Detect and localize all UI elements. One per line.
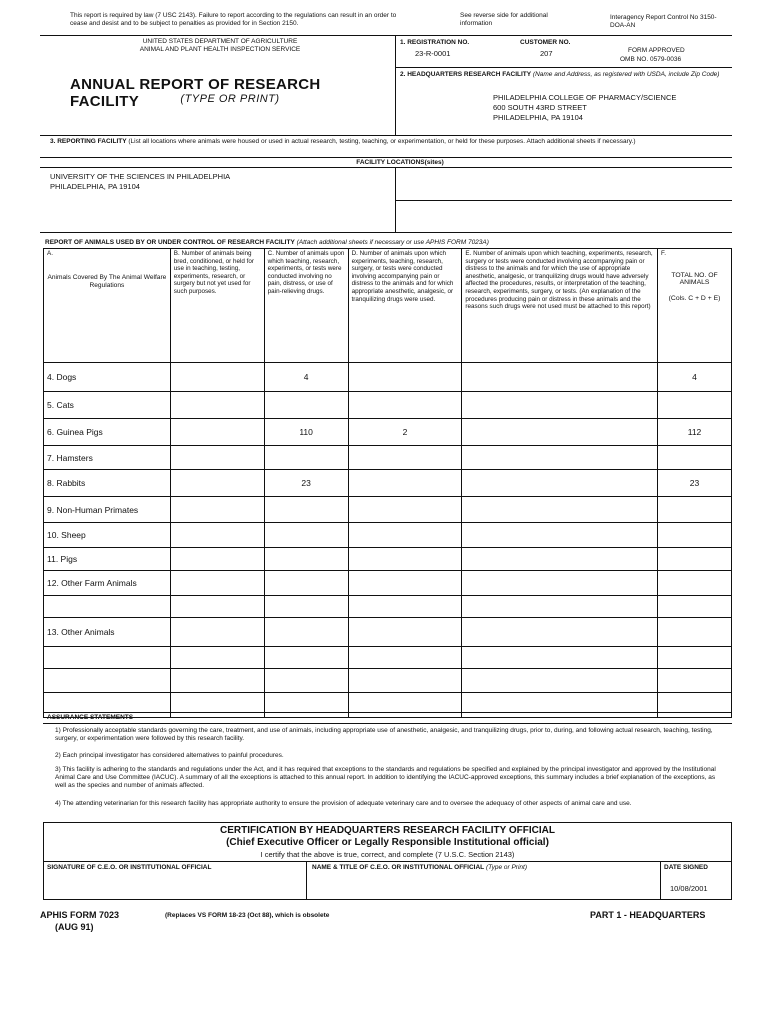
certification-title: CERTIFICATION BY HEADQUARTERS RESEARCH FACILITY OFFICIAL	[219, 825, 555, 836]
form-title: ANNUAL REPORT OF RESEARCH FACILITY	[70, 76, 321, 110]
form-date: (AUG 91)	[55, 922, 94, 932]
cell-col-b[interactable]	[170, 596, 264, 618]
cell-col-f[interactable]	[658, 497, 732, 523]
animals-table-title: REPORT OF ANIMALS USED BY OR UNDER CONTROL OF RESEARCH FACILITY (Attach additional sheets if necessary or use APHIS FORM 7023A)	[45, 239, 489, 246]
date-signed-label: DATE SIGNED	[664, 864, 708, 871]
table-row	[44, 523, 732, 548]
cell-col-c[interactable]	[264, 596, 348, 618]
part-label: PART 1 - HEADQUARTERS	[590, 910, 706, 920]
registration-label: 1. REGISTRATION NO.	[400, 39, 470, 46]
assurance-item-3: 3) This facility is adhering to the standards and regulations under the Act, and it has required that exceptions to the standards and regulations be specified and explained by the principal investigator and approved by the Institutional Animal Care and Use Committee (IACUC). A summary of all the exceptions is attached to this annual report. In addition to identifying the IACUC-approved exceptions, this summary includes a brief explanation of the exceptions, as well as the species and number of animals affected.	[55, 766, 716, 789]
cell-col-c[interactable]	[264, 523, 348, 548]
cell-col-e[interactable]	[462, 647, 658, 669]
cell-col-c[interactable]	[264, 392, 348, 419]
animal-label: 8. Rabbits	[44, 470, 171, 497]
cell-col-d[interactable]	[348, 596, 462, 618]
table-row	[44, 571, 732, 596]
cell-col-e[interactable]	[462, 497, 658, 523]
omb-number: OMB NO. 0579-0036	[620, 56, 682, 63]
customer-value: 207	[540, 49, 553, 58]
cell-col-c[interactable]	[264, 618, 348, 647]
animal-label: 9. Non-Human Primates	[44, 497, 171, 523]
col-header-f: F. TOTAL NO. OF ANIMALS (Cols. C + D + E)	[658, 249, 732, 363]
table-row	[44, 693, 732, 718]
table-row	[44, 497, 732, 523]
form-approved: FORM APPROVED	[628, 47, 685, 54]
animal-label: 13. Other Animals	[44, 618, 171, 647]
agency-line-2: ANIMAL AND PLANT HEALTH INSPECTION SERVICE	[139, 46, 301, 53]
table-row	[44, 647, 732, 669]
cell-col-e[interactable]	[462, 419, 658, 446]
hq-label: 2. HEADQUARTERS RESEARCH FACILITY (Name and Address, as registered with USDA, include Zip Code)	[400, 71, 720, 78]
assurance-item-4: 4) The attending veterinarian for this research facility has appropriate authority to ensure the provision of adequate veterinary care and to oversee the adequacy of other aspects of animal care and use.	[55, 800, 632, 807]
animal-label: 4. Dogs	[44, 363, 171, 392]
cell-col-b[interactable]	[170, 363, 264, 392]
registration-value: 23-R-0001	[415, 49, 451, 58]
cell-col-d[interactable]	[348, 363, 462, 392]
table-row	[44, 596, 732, 618]
cell-col-c[interactable]	[264, 693, 348, 718]
cell-col-e[interactable]	[462, 669, 658, 693]
cell-col-e[interactable]	[462, 523, 658, 548]
agency-line-1: UNITED STATES DEPARTMENT OF AGRICULTURE	[142, 38, 298, 45]
cell-col-c[interactable]: 23	[264, 470, 348, 497]
form-number: APHIS FORM 7023	[40, 910, 120, 920]
table-row	[44, 392, 732, 419]
cell-col-d[interactable]	[348, 523, 462, 548]
cell-col-b[interactable]	[170, 419, 264, 446]
cell-col-f[interactable]	[658, 446, 732, 470]
cell-col-b[interactable]	[170, 392, 264, 419]
cell-col-d[interactable]	[348, 470, 462, 497]
cell-col-f[interactable]	[658, 392, 732, 419]
cell-col-e[interactable]	[462, 693, 658, 718]
cell-col-c[interactable]	[264, 647, 348, 669]
cell-col-e[interactable]	[462, 363, 658, 392]
cell-col-f[interactable]	[658, 571, 732, 596]
cell-col-c[interactable]	[264, 669, 348, 693]
cell-col-b[interactable]	[170, 618, 264, 647]
col-header-d: D. Number of animals upon which experiments, teaching, research, surgery, or tests were conducted involving accompanying pain or distress to the animals and for which appropriate anesthetic, analgesic, or tranquilizing drugs were used.	[348, 249, 462, 363]
cell-col-c[interactable]: 4	[264, 363, 348, 392]
cell-col-e[interactable]	[462, 470, 658, 497]
cell-col-d[interactable]	[348, 392, 462, 419]
animal-label	[44, 669, 171, 693]
table-row	[44, 618, 732, 647]
certification-statement: I certify that the above is true, correct, and complete (7 U.S.C. Section 2143)	[260, 850, 515, 859]
cell-col-f[interactable]: 23	[658, 470, 732, 497]
cell-col-c[interactable]	[264, 497, 348, 523]
cell-col-b[interactable]	[170, 647, 264, 669]
cell-col-c[interactable]	[264, 548, 348, 571]
cell-col-f[interactable]: 112	[658, 419, 732, 446]
cell-col-d[interactable]	[348, 571, 462, 596]
customer-label: CUSTOMER NO.	[520, 39, 571, 46]
cell-col-f[interactable]	[658, 523, 732, 548]
cell-col-e[interactable]	[462, 571, 658, 596]
cell-col-c[interactable]	[264, 446, 348, 470]
reporting-facility-label: 3. REPORTING FACILITY (List all locations where animals were housed or used in actual research, testing, teaching, or experimentation, or held for these purposes. Attach additional sheets if necessary.)	[50, 138, 636, 145]
cell-col-e[interactable]	[462, 596, 658, 618]
animals-table	[43, 248, 732, 718]
animal-label: 5. Cats	[44, 392, 171, 419]
col-header-c: C. Number of animals upon which teaching, research, experiments, or tests were conducted involving no pain, distress, or use of pain-relieving drugs.	[264, 249, 348, 363]
animal-label: 10. Sheep	[44, 523, 171, 548]
cell-col-f[interactable]: 4	[658, 363, 732, 392]
animal-label: 12. Other Farm Animals	[44, 571, 171, 596]
cell-col-d[interactable]	[348, 669, 462, 693]
col-header-e: E. Number of animals upon which teaching, experiments, research, surgery or tests were conducted involving accompanying pain or distress to the animals and for which the use of appropriate anesthetic, analgesic, or tranquilizing drugs would have adversely affected the procedures, results, or interpretation of the teaching, research, experiments, surgery, or tests. (An explanation of the procedures producing pain or distress in these animals and the reasons such drugs were not used must be attached to this report)	[462, 249, 658, 363]
animal-label	[44, 596, 171, 618]
cell-col-f[interactable]	[658, 618, 732, 647]
hq-city: PHILADELPHIA, PA 19104	[493, 113, 583, 122]
cell-col-b[interactable]	[170, 497, 264, 523]
hq-street: 600 SOUTH 43RD STREET	[493, 103, 587, 112]
cell-col-c[interactable]	[264, 571, 348, 596]
table-row	[44, 363, 732, 392]
date-signed-value[interactable]: 10/08/2001	[670, 884, 708, 893]
cell-col-d[interactable]	[348, 647, 462, 669]
facility-location-city: PHILADELPHIA, PA 19104	[50, 182, 140, 191]
assurance-item-1: 1) Professionally acceptable standards governing the care, treatment, and use of animals, including appropriate use of anesthetic, analgesic, and tranquilizing drugs, prior to, during, and following actual research, teaching, testing, surgery, or experimentation were followed by this research facility.	[55, 727, 713, 742]
animal-label: 11. Pigs	[44, 548, 171, 571]
table-row	[44, 669, 732, 693]
cell-col-e[interactable]	[462, 392, 658, 419]
table-row	[44, 470, 732, 497]
table-row	[44, 446, 732, 470]
cell-col-f[interactable]	[658, 548, 732, 571]
cell-col-b[interactable]	[170, 446, 264, 470]
cell-col-b[interactable]	[170, 548, 264, 571]
form-subtitle: (TYPE OR PRINT)	[180, 93, 280, 105]
cell-col-d[interactable]: 2	[348, 419, 462, 446]
cell-col-d[interactable]	[348, 548, 462, 571]
name-title-field[interactable]	[312, 875, 657, 895]
table-row	[44, 548, 732, 571]
cell-col-f[interactable]	[658, 596, 732, 618]
cell-col-e[interactable]	[462, 618, 658, 647]
animal-label: 6. Guinea Pigs	[44, 419, 171, 446]
cell-col-f[interactable]	[658, 669, 732, 693]
cell-col-d[interactable]	[348, 497, 462, 523]
assurance-item-2: 2) Each principal investigator has considered alternatives to painful procedures.	[55, 752, 284, 759]
cell-col-e[interactable]	[462, 548, 658, 571]
cell-col-f[interactable]	[658, 693, 732, 718]
cell-col-b[interactable]	[170, 669, 264, 693]
animal-label: 7. Hamsters	[44, 446, 171, 470]
col-header-b: B. Number of animals being bred, conditioned, or held for use in teaching, testing, experiments, research, or surgery but not yet used for such purposes.	[170, 249, 264, 363]
law-notice: This report is required by law (7 USC 2143). Failure to report according to the regulations can result in an order to cease and desist and to be subject to penalties as provided for in Section 2150.	[70, 12, 397, 27]
name-title-label: NAME & TITLE OF C.E.O. OR INSTITUTIONAL OFFICIAL (Type or Print)	[312, 864, 527, 871]
cell-col-d[interactable]	[348, 618, 462, 647]
certification-subtitle: (Chief Executive Officer or Legally Responsible Institutional official)	[226, 837, 549, 848]
cell-col-b[interactable]	[170, 523, 264, 548]
signature-label: SIGNATURE OF C.E.O. OR INSTITUTIONAL OFFICIAL	[47, 864, 212, 871]
hq-name: PHILADELPHIA COLLEGE OF PHARMACY/SCIENCE	[493, 93, 677, 102]
table-row	[44, 419, 732, 446]
facility-location-name: UNIVERSITY OF THE SCIENCES IN PHILADELPHIA	[50, 172, 231, 181]
control-number: Interagency Report Control No 3150-DOA-AN	[610, 14, 717, 29]
col-header-a: A. Animals Covered By The Animal Welfare Regulations	[44, 249, 171, 363]
reverse-note: See reverse side for additional information	[460, 12, 548, 27]
animal-label	[44, 647, 171, 669]
cell-col-d[interactable]	[348, 693, 462, 718]
cell-col-e[interactable]	[462, 446, 658, 470]
replaces-note: (Replaces VS FORM 18-23 (Oct 88), which is obsolete	[165, 912, 330, 919]
assurance-title: ASSURANCE STATEMENTS	[47, 714, 134, 721]
cell-col-b[interactable]	[170, 470, 264, 497]
cell-col-f[interactable]	[658, 647, 732, 669]
cell-col-c[interactable]: 110	[264, 419, 348, 446]
cell-col-d[interactable]	[348, 446, 462, 470]
signature-field[interactable]	[47, 875, 302, 895]
cell-col-b[interactable]	[170, 693, 264, 718]
facility-locations-label: FACILITY LOCATIONS(sites)	[356, 159, 444, 166]
cell-col-b[interactable]	[170, 571, 264, 596]
